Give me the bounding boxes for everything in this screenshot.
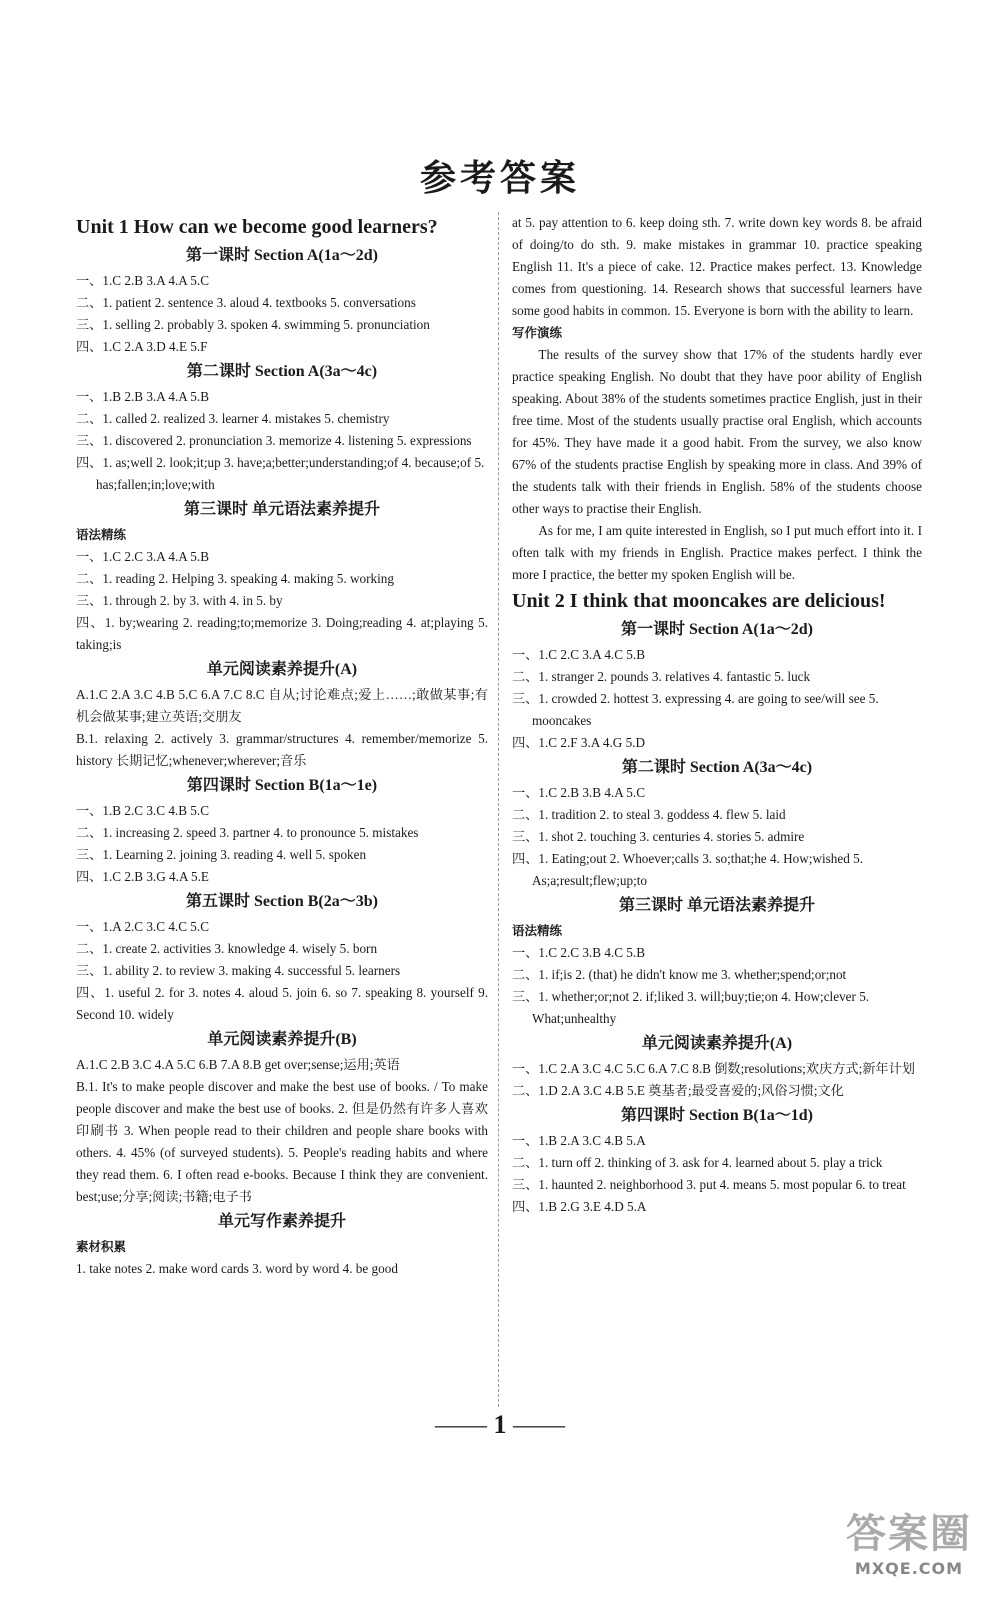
answer-line: 二、1. turn off 2. thinking of 3. ask for 4. learned about 5. play a trick (512, 1155, 883, 1170)
answer-line: 三、1. ability 2. to review 3. making 4. successful 5. learners (76, 963, 401, 978)
answer-line: 三、1. selling 2. probably 3. spoken 4. swimming 5. pronunciation (76, 317, 430, 332)
answer-line: 三、1. crowded 2. hottest 3. expressing 4. are going to see/will see 5. mooncakes (512, 691, 879, 728)
watermark-main: 答案圈 (846, 1511, 972, 1557)
lesson-heading: 第五课时 Section B(2a～3b) (185, 893, 378, 910)
answer-line: 一、1.B 2.C 3.C 4.B 5.C (76, 803, 209, 818)
answer-line: 二、1. increasing 2. speed 3. partner 4. to pronounce 5. mistakes (76, 825, 419, 840)
answer-line: 一、1.C 2.C 3.B 4.C 5.B (512, 945, 645, 960)
page-number-text: 1 (493, 1410, 507, 1439)
subsection-label: 语法精练 (512, 923, 563, 938)
answer-line: 1. take notes 2. make word cards 3. word by word 4. be good (76, 1261, 398, 1276)
subsection-label: 写作演练 (512, 325, 563, 340)
answer-line: 四、1.C 2.F 3.A 4.G 5.D (512, 735, 645, 750)
answer-line: 四、1. useful 2. for 3. notes 4. aloud 5. join 6. so 7. speaking 8. yourself 9. Second 10. widely (76, 985, 488, 1022)
unit-heading: Unit 1 How can we become good learners? (76, 216, 438, 238)
answer-line: 三、1. shot 2. touching 3. centuries 4. stories 5. admire (512, 829, 805, 844)
answer-line: 二、1.D 2.A 3.C 4.B 5.E 奠基者;最受喜爱的;风俗习惯;文化 (512, 1083, 844, 1098)
answer-line: As for me, I am quite interested in English, so I put much effort into it. I often talk with my friends in English. Practice makes perfect. I think the more I practice, the better my spoken English will be. (512, 523, 922, 582)
answer-line: 二、1. if;is 2. (that) he didn't know me 3. whether;spend;or;not (512, 967, 847, 982)
answer-line: 三、1. Learning 2. joining 3. reading 4. well 5. spoken (76, 847, 367, 862)
answer-line: 二、1. tradition 2. to steal 3. goddess 4. flew 5. laid (512, 807, 786, 822)
answer-line: 三、1. haunted 2. neighborhood 3. put 4. means 5. most popular 6. to treat (512, 1177, 906, 1192)
lesson-heading: 第一课时 Section A(1a～2d) (620, 621, 813, 638)
answer-line: 二、1. create 2. activities 3. knowledge 4. wisely 5. born (76, 941, 378, 956)
answer-line: A.1.C 2.A 3.C 4.B 5.C 6.A 7.C 8.C 自从;讨论难点;爱上……;敢做某事;有机会做某事;建立英语;交朋友 (76, 687, 488, 724)
answer-line: 二、1. patient 2. sentence 3. aloud 4. textbooks 5. conversations (76, 295, 416, 310)
answer-line: 三、1. whether;or;not 2. if;liked 3. will;buy;tie;on 4. How;clever 5. What;unhealthy (512, 989, 870, 1026)
answer-line: 一、1.C 2.C 3.A 4.C 5.B (512, 647, 645, 662)
answer-line: 四、1.C 2.B 3.G 4.A 5.E (76, 869, 209, 884)
answer-line: 四、1. Eating;out 2. Whoever;calls 3. so;that;he 4. How;wished 5. As;a;result;flew;up;to (512, 851, 864, 888)
watermark-url: MXQE.COM (854, 1559, 964, 1578)
subsection-label: 素材积累 (76, 1239, 127, 1254)
answer-line: 二、1. reading 2. Helping 3. speaking 4. making 5. working (76, 571, 394, 586)
lesson-heading: 第四课时 Section B(1a～1d) (620, 1107, 813, 1124)
answer-line: 四、1. by;wearing 2. reading;to;memorize 3. Doing;reading 4. at;playing 5. taking;is (76, 615, 488, 652)
answer-line: 一、1.C 2.C 3.A 4.A 5.B (76, 549, 209, 564)
answer-line: A.1.C 2.B 3.C 4.A 5.C 6.B 7.A 8.B get over;sense;运用;英语 (76, 1057, 400, 1072)
answer-line: 三、1. through 2. by 3. with 4. in 5. by (76, 593, 283, 608)
answer-line: B.1. relaxing 2. actively 3. grammar/structures 4. remember/memorize 5. history 长期记忆;whenever;wherever;音乐 (76, 731, 488, 768)
lesson-heading: 单元阅读素养提升(A) (641, 1035, 793, 1052)
answer-line: 二、1. called 2. realized 3. learner 4. mistakes 5. chemistry (76, 411, 390, 426)
answer-column-left (76, 212, 488, 1280)
unit-heading: Unit 2 I think that mooncakes are delicious! (512, 590, 886, 612)
lesson-heading: 单元阅读素养提升(B) (207, 1031, 357, 1048)
lesson-heading: 单元阅读素养提升(A) (206, 661, 358, 678)
answer-line: The results of the survey show that 17% of the students hardly ever practice speaking English. No doubt that they have poor ability of English speaking. About 38% of the students sometimes practice English, just in their free time. Most of the students usually practise oral English, which accounts for 45%. They have made it a good habit. From the survey, we also know 67% of the students practise English by speaking more in class. And 39% of the students talk with their friends in English. 58% of the students choose other ways to practise their English. (512, 347, 922, 516)
lesson-heading: 第三课时 单元语法素养提升 (618, 897, 815, 914)
page-number: —— 1 —— (435, 1410, 565, 1439)
answer-line: 三、1. discovered 2. pronunciation 3. memorize 4. listening 5. expressions (76, 433, 472, 448)
answer-line: 四、1.C 2.A 3.D 4.E 5.F (76, 339, 208, 354)
answer-line: 一、1.B 2.A 3.C 4.B 5.A (512, 1133, 646, 1148)
answer-line: 二、1. stranger 2. pounds 3. relatives 4. fantastic 5. luck (512, 669, 811, 684)
answer-line: 一、1.A 2.C 3.C 4.C 5.C (76, 919, 209, 934)
watermark-logo (846, 1502, 972, 1578)
answer-column-right (512, 212, 922, 1218)
answer-line: 一、1.C 2.B 3.B 4.A 5.C (512, 785, 645, 800)
answer-line: B.1. It's to make people discover and make the best use of books. / To make people discover and make the best use of books. 2. 但是仍然有许多人喜欢印刷书 3. When people read to their children and people share books with others. 4. 45% (of surveyed students). 5. People's reading habits and where they read them. 6. I often read e-books. Because I think they are convenient. best;use;分享;阅读;书籍;电子书 (76, 1079, 488, 1204)
page-title: 参考答案 (419, 158, 580, 199)
answer-line: 四、1.B 2.G 3.E 4.D 5.A (512, 1199, 647, 1214)
answer-line: 一、1.B 2.B 3.A 4.A 5.B (76, 389, 209, 404)
subsection-label: 语法精练 (76, 527, 127, 542)
lesson-heading: 第二课时 Section A(3a～4c) (186, 363, 378, 380)
answer-line: 一、1.C 2.B 3.A 4.A 5.C (76, 273, 209, 288)
lesson-heading: 第一课时 Section A(1a～2d) (185, 247, 378, 264)
lesson-heading: 单元写作素养提升 (217, 1213, 346, 1230)
lesson-heading: 第二课时 Section A(3a～4c) (621, 759, 813, 776)
answer-line: 一、1.C 2.A 3.C 4.C 5.C 6.A 7.C 8.B 倒数;resolutions;欢庆方式;新年计划 (512, 1061, 915, 1076)
answer-line: 四、1. as;well 2. look;it;up 3. have;a;better;understanding;of 4. because;of 5. has;fallen;in;love;with (76, 455, 485, 492)
lesson-heading: 第四课时 Section B(1a～1e) (186, 777, 378, 794)
column-divider (498, 212, 499, 1407)
lesson-heading: 第三课时 单元语法素养提升 (183, 501, 380, 518)
answer-line: at 5. pay attention to 6. keep doing sth. 7. write down key words 8. be afraid of doing/to do sth. 9. make mistakes in grammar 10. practice speaking English 11. It's a piece of cake. 12. Practice makes perfect. 13. Knowledge comes from questioning. 14. Research shows that successful learners have some good habits in common. 15. Everyone is born with the ability to learn. (512, 215, 922, 318)
